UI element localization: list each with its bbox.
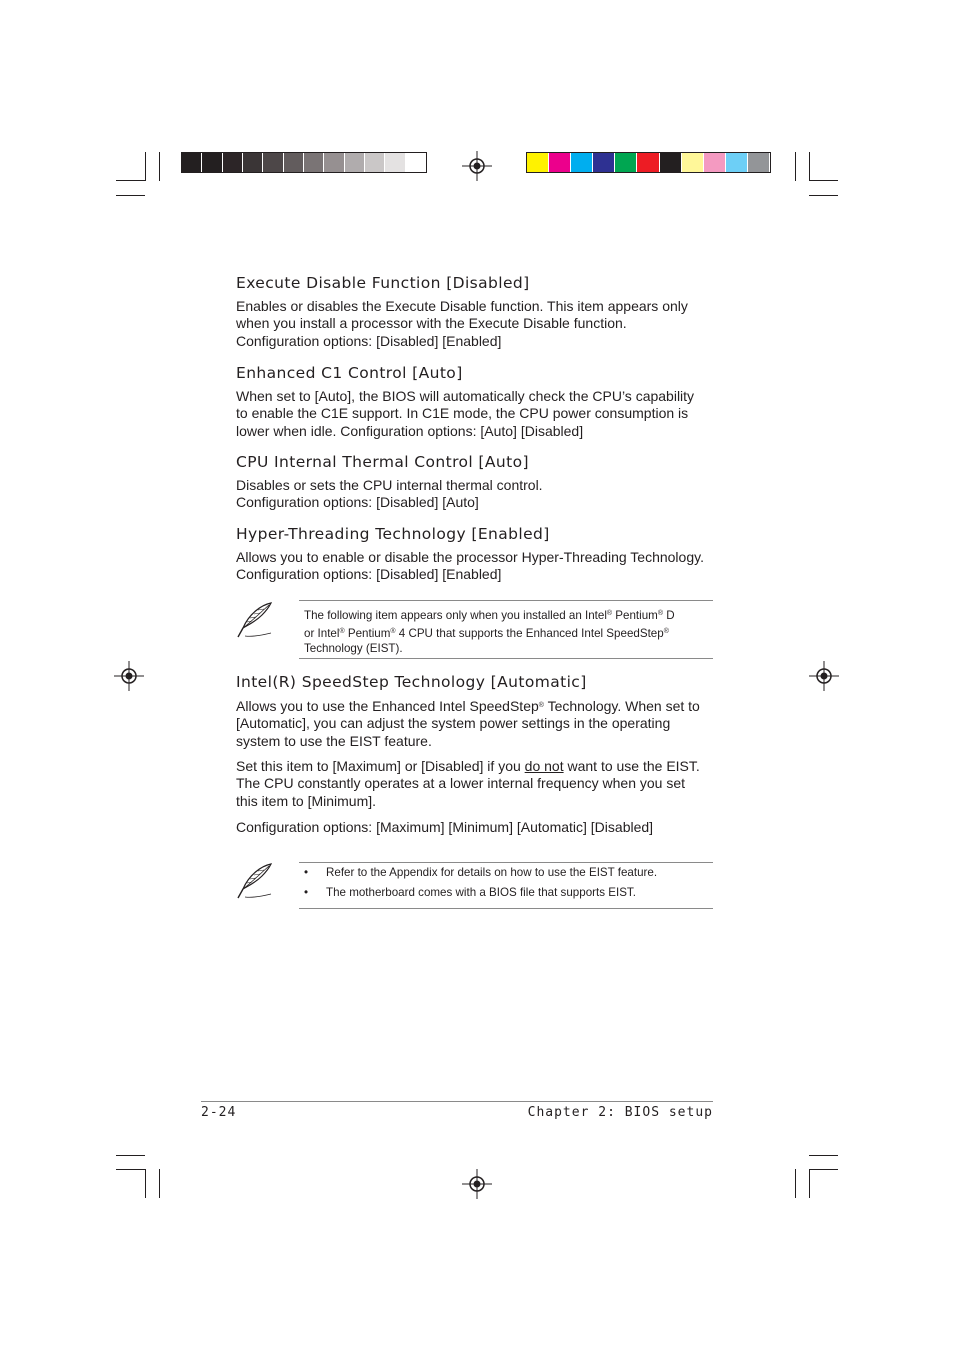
section-title-hyper-threading: Hyper-Threading Technology [Enabled] xyxy=(236,525,550,543)
body-line: Allows you to enable or disable the processor Hyper-Threading Technology. xyxy=(236,549,704,565)
note-text-part: or Intel xyxy=(304,626,340,640)
gray-swatch xyxy=(284,153,304,172)
gray-swatch xyxy=(365,153,385,172)
color-swatch xyxy=(527,153,549,172)
color-swatch xyxy=(660,153,682,172)
gray-swatch xyxy=(263,153,283,172)
note-text-part: The following item appears only when you installed an Intel xyxy=(304,609,607,622)
registration-mark-top-icon xyxy=(462,151,492,181)
note-text xyxy=(304,606,675,657)
body-line: this item to [Minimum]. xyxy=(236,792,377,809)
footer-rule xyxy=(201,1101,713,1102)
body-line xyxy=(236,758,700,775)
body-line: system to use the EIST feature. xyxy=(236,732,432,749)
page-number: 2-24 xyxy=(201,1105,237,1120)
body-line: when you install a processor with the Execute Disable function. xyxy=(236,315,627,332)
note-text-part: 4 CPU that supports the Enhanced Intel SpeedStep xyxy=(395,626,664,640)
section-title-execute-disable: Execute Disable Function [Disabled] xyxy=(236,274,530,292)
body-line: Configuration options: [Disabled] [Enabled] xyxy=(236,332,502,349)
underlined-text: do not xyxy=(524,758,564,774)
gray-swatch xyxy=(304,153,324,172)
section-title-cpu-thermal: CPU Internal Thermal Control [Auto] xyxy=(236,453,529,471)
registered-mark: ® xyxy=(390,627,396,635)
body-line: [Automatic], you can adjust the system power settings in the operating xyxy=(236,715,671,732)
color-swatch xyxy=(549,153,571,172)
note-line xyxy=(304,606,675,624)
registered-mark: ® xyxy=(339,627,345,635)
note-divider-top xyxy=(299,600,713,601)
color-swatch xyxy=(704,153,726,172)
note-line: Technology (EIST). xyxy=(304,642,403,655)
note-feather-icon xyxy=(235,600,275,640)
note-divider-bottom xyxy=(299,908,713,909)
gray-swatch xyxy=(243,153,263,172)
body-text-part: Technology. When set to xyxy=(543,698,700,714)
color-swatch xyxy=(682,153,704,172)
color-swatch xyxy=(748,153,770,172)
gray-swatch xyxy=(202,153,222,172)
list-item-text: Refer to the Appendix for details on how to use the EIST feature. xyxy=(326,866,658,879)
section-title-speedstep: Intel(R) SpeedStep Technology [Automatic] xyxy=(236,673,587,691)
list-item xyxy=(304,866,657,879)
section-body-execute-disable xyxy=(236,298,688,350)
note-text-part: D xyxy=(663,609,675,622)
color-swatch xyxy=(726,153,748,172)
body-line: When set to [Auto], the BIOS will automatically check the CPU’s capability xyxy=(236,388,695,404)
registered-mark: ® xyxy=(663,627,669,635)
gray-swatch xyxy=(385,153,405,172)
section-body-speedstep-p2 xyxy=(236,758,700,810)
registration-mark-left-icon xyxy=(114,661,144,691)
body-line: Disables or sets the CPU internal thermal control. xyxy=(236,477,543,493)
note-text-part: Pentium xyxy=(612,609,658,622)
registration-mark-right-icon xyxy=(809,661,839,691)
gray-swatch xyxy=(223,153,243,172)
list-item xyxy=(304,886,636,899)
gray-swatch xyxy=(345,153,365,172)
chapter-title: Chapter 2: BIOS setup xyxy=(527,1105,713,1120)
section-body-speedstep-p1 xyxy=(236,697,700,750)
body-text-part: Allows you to use the Enhanced Intel SpeedStep xyxy=(236,698,539,714)
list-item-text: The motherboard comes with a BIOS file that supports EIST. xyxy=(326,886,636,899)
body-line: Configuration options: [Disabled] [Auto] xyxy=(236,494,479,511)
color-swatch xyxy=(615,153,637,172)
grayscale-color-bar xyxy=(181,152,427,173)
note-line xyxy=(304,624,675,642)
registration-mark-bottom-icon xyxy=(462,1169,492,1199)
gray-swatch xyxy=(406,153,426,172)
section-body-enhanced-c1 xyxy=(236,388,694,440)
body-line: to enable the C1E support. In C1E mode, the CPU power consumption is xyxy=(236,405,689,422)
note-divider-bottom xyxy=(299,658,713,659)
section-body-hyper-threading xyxy=(236,549,704,584)
note-feather-icon xyxy=(235,861,275,901)
color-swatch xyxy=(637,153,659,172)
note-text-part: Pentium xyxy=(344,626,391,640)
bullet: • xyxy=(304,866,309,879)
body-text-part: Set this item to [Maximum] or [Disabled] if you xyxy=(236,758,525,774)
body-line: lower when idle. Configuration options: [Auto] [Disabled] xyxy=(236,422,584,439)
color-swatch xyxy=(571,153,593,172)
note-divider-top xyxy=(299,862,713,863)
gray-swatch xyxy=(182,153,202,172)
color-swatch xyxy=(593,153,615,172)
registered-mark: ® xyxy=(538,702,544,709)
body-line: Enables or disables the Execute Disable function. This item appears only xyxy=(236,298,688,314)
process-color-bar xyxy=(526,152,771,173)
bullet: • xyxy=(304,886,309,899)
body-text-part: want to use the EIST. xyxy=(563,758,700,774)
body-line: Configuration options: [Disabled] [Enabled] xyxy=(236,566,502,583)
gray-swatch xyxy=(324,153,344,172)
section-body-speedstep-p3: Configuration options: [Maximum] [Minimum] [Automatic] [Disabled] xyxy=(236,819,654,835)
registered-mark: ® xyxy=(657,610,664,617)
section-title-enhanced-c1: Enhanced C1 Control [Auto] xyxy=(236,364,463,382)
registered-mark: ® xyxy=(606,610,613,617)
body-line xyxy=(236,697,700,715)
body-line: The CPU constantly operates at a lower internal frequency when you set xyxy=(236,775,686,792)
section-body-cpu-thermal xyxy=(236,477,543,512)
